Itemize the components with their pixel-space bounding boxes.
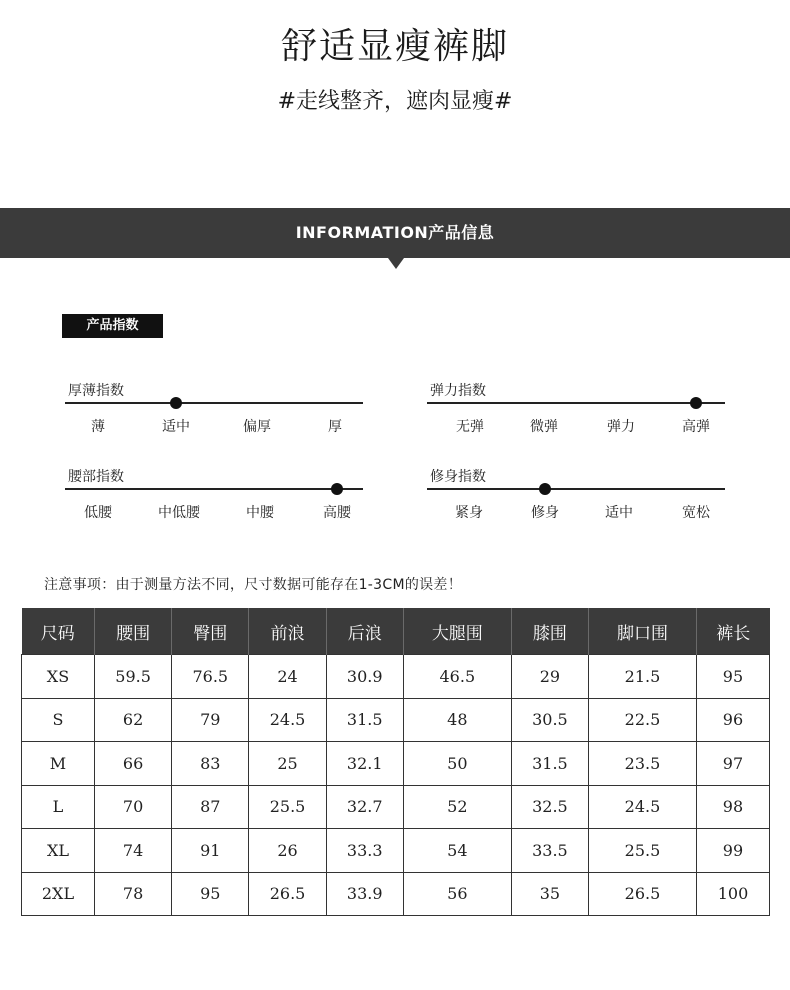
table-cell: 22.5: [589, 698, 697, 742]
scale-option: 宽松: [682, 505, 710, 521]
table-cell: 70: [94, 785, 171, 829]
table-cell: 25.5: [249, 785, 326, 829]
scale-option: 偏厚: [243, 419, 271, 435]
table-cell: 48: [403, 698, 511, 742]
table-cell: 33.9: [326, 872, 403, 916]
table-row: [22, 698, 770, 742]
table-cell: 32.1: [326, 742, 403, 786]
scale-line: [65, 402, 363, 404]
table-cell: 52: [403, 785, 511, 829]
table-cell: 50: [403, 742, 511, 786]
measurement-note: 注意事项：由于测量方法不同，尺寸数据可能存在1-3CM的误差！: [44, 577, 463, 593]
scale-option: 中低腰: [158, 505, 200, 521]
scale-marker: [331, 483, 343, 495]
scale-option: 中腰: [246, 505, 274, 521]
scale-name: 修身指数: [430, 469, 486, 485]
table-cell: 54: [403, 829, 511, 873]
table-cell: 23.5: [589, 742, 697, 786]
table-cell: 96: [696, 698, 769, 742]
banner-arrow-icon: [388, 258, 404, 269]
table-cell: 24.5: [589, 785, 697, 829]
table-cell: 29: [511, 655, 588, 699]
table-cell: 33.3: [326, 829, 403, 873]
scale-option: 厚: [328, 419, 342, 435]
scale-line: [427, 488, 725, 490]
table-cell: 87: [172, 785, 249, 829]
table-row: [22, 829, 770, 873]
table-cell: 76.5: [172, 655, 249, 699]
table-row: [22, 785, 770, 829]
size-label-cell: XS: [22, 655, 95, 699]
column-header: 尺码: [22, 608, 95, 655]
scale-name: 腰部指数: [68, 469, 124, 485]
scale-line: [427, 402, 725, 404]
table-cell: 78: [94, 872, 171, 916]
info-banner: [0, 208, 790, 258]
scale-line: [65, 488, 363, 490]
column-header: 脚口围: [589, 608, 697, 655]
table-cell: 33.5: [511, 829, 588, 873]
page-subtitle: #走线整齐，遮肉显瘦#: [277, 89, 513, 114]
scale-option: 适中: [162, 419, 190, 435]
size-label-cell: S: [22, 698, 95, 742]
table-cell: 66: [94, 742, 171, 786]
table-cell: 98: [696, 785, 769, 829]
size-label-cell: M: [22, 742, 95, 786]
table-cell: 56: [403, 872, 511, 916]
scale-option: 低腰: [84, 505, 112, 521]
scale-option: 弹力: [607, 419, 635, 435]
table-cell: 26.5: [249, 872, 326, 916]
column-header: 裤长: [696, 608, 769, 655]
table-cell: 99: [696, 829, 769, 873]
table-header-row: [22, 608, 770, 655]
scale-option: 无弹: [456, 419, 484, 435]
table-cell: 62: [94, 698, 171, 742]
table-cell: 25: [249, 742, 326, 786]
table-cell: 79: [172, 698, 249, 742]
scale-option: 修身: [531, 505, 559, 521]
scale-name: 厚薄指数: [68, 383, 124, 399]
table-cell: 31.5: [326, 698, 403, 742]
column-header: 腰围: [94, 608, 171, 655]
scale-waist: [65, 466, 365, 526]
scale-elasticity: [427, 380, 727, 440]
size-label-cell: XL: [22, 829, 95, 873]
table-row: [22, 872, 770, 916]
table-cell: 74: [94, 829, 171, 873]
size-table: [21, 608, 770, 916]
scale-marker: [170, 397, 182, 409]
table-cell: 21.5: [589, 655, 697, 699]
table-cell: 59.5: [94, 655, 171, 699]
banner-title: INFORMATION产品信息: [295, 223, 495, 242]
table-row: [22, 742, 770, 786]
scale-marker: [539, 483, 551, 495]
scale-name: 弹力指数: [430, 383, 486, 399]
table-cell: 26: [249, 829, 326, 873]
scale-thickness: [65, 380, 365, 440]
column-header: 前浪: [249, 608, 326, 655]
table-cell: 25.5: [589, 829, 697, 873]
scale-fit: [427, 466, 727, 526]
table-cell: 95: [696, 655, 769, 699]
table-cell: 24.5: [249, 698, 326, 742]
size-table-body: [22, 655, 770, 916]
table-cell: 26.5: [589, 872, 697, 916]
column-header: 大腿围: [403, 608, 511, 655]
table-cell: 46.5: [403, 655, 511, 699]
size-label-cell: L: [22, 785, 95, 829]
scale-option: 适中: [605, 505, 633, 521]
size-label-cell: 2XL: [22, 872, 95, 916]
table-cell: 35: [511, 872, 588, 916]
scale-option: 微弹: [530, 419, 558, 435]
scale-option: 高弹: [682, 419, 710, 435]
table-cell: 30.9: [326, 655, 403, 699]
scale-option: 紧身: [455, 505, 483, 521]
table-cell: 32.5: [511, 785, 588, 829]
table-cell: 30.5: [511, 698, 588, 742]
table-cell: 32.7: [326, 785, 403, 829]
table-cell: 83: [172, 742, 249, 786]
table-cell: 31.5: [511, 742, 588, 786]
table-row: [22, 655, 770, 699]
table-cell: 91: [172, 829, 249, 873]
scale-option: 薄: [91, 419, 105, 435]
column-header: 后浪: [326, 608, 403, 655]
table-cell: 100: [696, 872, 769, 916]
scale-marker: [690, 397, 702, 409]
scale-option: 高腰: [323, 505, 351, 521]
product-index-badge: 产品指数: [62, 314, 163, 338]
table-cell: 95: [172, 872, 249, 916]
column-header: 臀围: [172, 608, 249, 655]
column-header: 膝围: [511, 608, 588, 655]
table-cell: 24: [249, 655, 326, 699]
table-cell: 97: [696, 742, 769, 786]
page-title: 舒适显瘦裤脚: [280, 26, 509, 67]
